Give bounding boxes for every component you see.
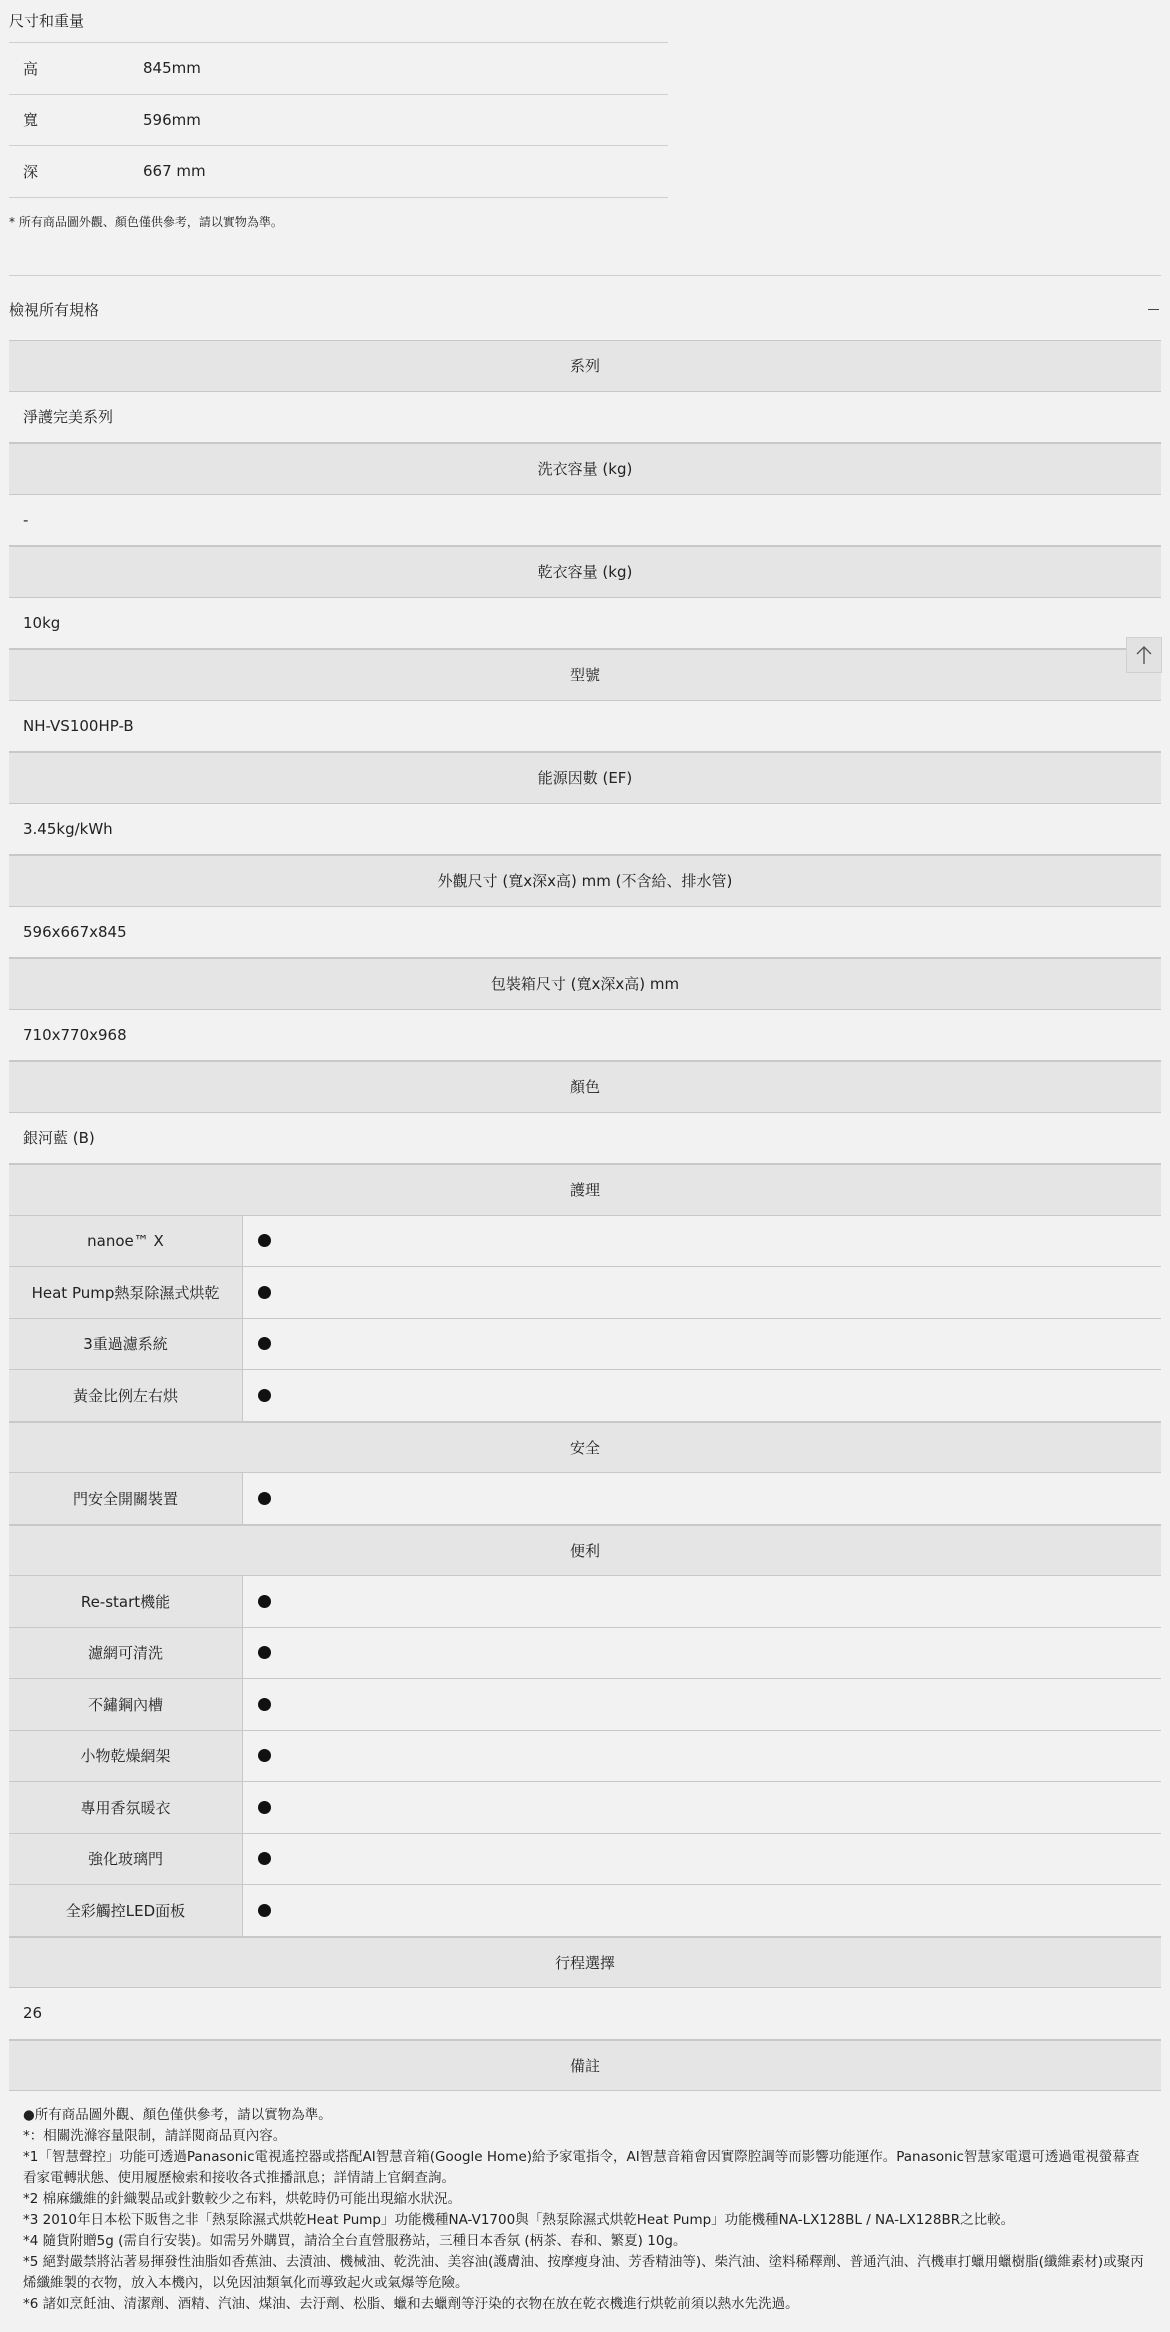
feature-row bbox=[9, 1679, 1161, 1731]
spec-header-label: 外觀尺寸 (寬x深x高) mm (不含給、排水管) bbox=[437, 872, 733, 891]
spec-value-model bbox=[9, 701, 1161, 753]
spec-header-label: 洗衣容量 (kg) bbox=[537, 460, 633, 479]
spec-header-programs bbox=[9, 1937, 1161, 1989]
view-all-specs-label: 檢視所有規格 bbox=[9, 300, 100, 319]
spec-value-box-size bbox=[9, 1010, 1161, 1062]
spec-header-series bbox=[9, 340, 1161, 392]
divider bbox=[9, 275, 1161, 276]
spec-value-dry-capacity bbox=[9, 598, 1161, 650]
feature-row bbox=[9, 1628, 1161, 1680]
spec-header-convenience bbox=[9, 1525, 1161, 1577]
spec-value-text: 10kg bbox=[23, 613, 61, 632]
spec-value-wash-capacity bbox=[9, 495, 1161, 547]
spec-header-energy-factor bbox=[9, 752, 1161, 804]
feature-label: 強化玻璃門 bbox=[9, 1834, 243, 1885]
spec-header-label: 能源因數 (EF) bbox=[537, 769, 633, 788]
spec-value-text: 3.45kg/kWh bbox=[23, 819, 113, 838]
spec-value-series bbox=[9, 392, 1161, 444]
feature-label: 專用香氛暖衣 bbox=[9, 1782, 243, 1833]
dimension-row-depth bbox=[9, 146, 668, 198]
feature-row bbox=[9, 1731, 1161, 1783]
spec-header-label: 系列 bbox=[569, 357, 600, 376]
feature-row bbox=[9, 1319, 1161, 1371]
remark-line: *6 諸如烹飪油、清潔劑、酒精、汽油、煤油、去汙劑、松脂、蠟和去蠟劑等汙染的衣物在放在乾衣機進行烘乾前須以熱水先洗過。 bbox=[23, 2296, 799, 2312]
feature-label: 小物乾燥網架 bbox=[9, 1731, 243, 1782]
feature-row bbox=[9, 1834, 1161, 1886]
dimension-value: 596mm bbox=[143, 110, 201, 129]
remark-line: *1「智慧聲控」功能可透過Panasonic電視遙控器或搭配AI智慧音箱(Google Home)給予家電指令，AI智慧音箱會因實際腔調等而影響功能運作。Panasonic智慧家電還可透過電視螢幕查看家電轉狀態、使用履歷檢索和接收各式推播訊息；詳情請上官網查詢。 bbox=[23, 2149, 1140, 2186]
dimensions-note: * 所有商品圖外觀、顏色僅供參考，請以實物為準。 bbox=[9, 215, 283, 229]
spec-header-label: 型號 bbox=[569, 666, 600, 685]
feature-check-dot-icon bbox=[258, 1801, 271, 1814]
feature-label: 全彩觸控LED面板 bbox=[9, 1885, 243, 1936]
spec-value-text: 596x667x845 bbox=[23, 922, 127, 941]
spec-table bbox=[9, 340, 1161, 2315]
spec-value-text: 淨護完美系列 bbox=[23, 408, 114, 427]
dimension-label: 高 bbox=[23, 59, 39, 78]
feature-check-dot-icon bbox=[258, 1749, 271, 1762]
spec-header-label: 行程選擇 bbox=[554, 1953, 615, 1972]
spec-value-energy-factor bbox=[9, 804, 1161, 856]
spec-header-label: 備註 bbox=[569, 2056, 600, 2075]
spec-value-color bbox=[9, 1113, 1161, 1165]
feature-check-dot-icon bbox=[258, 1904, 271, 1917]
feature-row bbox=[9, 1782, 1161, 1834]
feature-label: 黃金比例左右烘 bbox=[9, 1370, 243, 1421]
spec-header-exterior-size bbox=[9, 855, 1161, 907]
feature-label: 3重過濾系統 bbox=[9, 1319, 243, 1370]
remarks-notes bbox=[9, 2091, 1161, 2315]
dimension-row-height bbox=[9, 43, 668, 95]
spec-header-label: 顏色 bbox=[569, 1078, 600, 1097]
feature-check-dot-icon bbox=[258, 1698, 271, 1711]
spec-header-model bbox=[9, 649, 1161, 701]
remark-line: *3 2010年日本松下販售之非「熱泵除濕式烘乾Heat Pump」功能機種NA-V1700與「熱泵除濕式烘乾Heat Pump」功能機種NA-LX128BL / NA-LX128BR之比較。 bbox=[23, 2212, 1015, 2228]
spec-header-label: 包裝箱尺寸 (寬x深x高) mm bbox=[490, 975, 680, 994]
dimension-label: 深 bbox=[23, 162, 39, 181]
feature-check-dot-icon bbox=[258, 1286, 271, 1299]
feature-label: 濾網可清洗 bbox=[9, 1628, 243, 1679]
spec-value-text: 26 bbox=[23, 2004, 43, 2023]
remark-line: ●所有商品圖外觀、顏色僅供參考，請以實物為準。 bbox=[23, 2107, 332, 2123]
spec-value-exterior-size bbox=[9, 907, 1161, 959]
spec-header-label: 乾衣容量 (kg) bbox=[537, 563, 633, 582]
spec-value-text: - bbox=[23, 510, 29, 529]
spec-header-dry-capacity bbox=[9, 546, 1161, 598]
spec-header-label: 護理 bbox=[569, 1181, 600, 1200]
spec-header-remarks bbox=[9, 2040, 1161, 2092]
feature-check-dot-icon bbox=[258, 1389, 271, 1402]
remark-line: *4 隨貨附贈5g (需自行安裝)。如需另外購買，請洽全台直營服務站，三種日本香氛 (柄茶、春和、繁夏) 10g。 bbox=[23, 2233, 687, 2249]
collapse-minus-icon[interactable] bbox=[1148, 309, 1159, 310]
feature-label: Heat Pump熱泵除濕式烘乾 bbox=[9, 1267, 243, 1318]
remark-line: *：相關洗滌容量限制，請詳閱商品頁內容。 bbox=[23, 2128, 287, 2144]
feature-label: 門安全開關裝置 bbox=[9, 1473, 243, 1524]
feature-check-dot-icon bbox=[258, 1852, 271, 1865]
spec-header-wash-capacity bbox=[9, 443, 1161, 495]
dimension-value: 667 mm bbox=[143, 162, 206, 181]
spec-header-safety bbox=[9, 1422, 1161, 1474]
remark-line: *5 絕對嚴禁將沾著易揮發性油脂如香蕉油、去漬油、機械油、乾洗油、美容油(護膚油、按摩瘦身油、芳香精油等)、柴汽油、塗料稀釋劑、普通汽油、汽機車打蠟用蠟樹脂(纖維素材)或聚丙烯纖維製的衣物，放入本機內，以免因油類氧化而導致起火或氣爆等危險。 bbox=[23, 2254, 1144, 2291]
feature-check-dot-icon bbox=[258, 1646, 271, 1659]
spec-value-text: 銀河藍 (B) bbox=[23, 1129, 95, 1148]
dimension-label: 寬 bbox=[23, 111, 39, 130]
feature-check-dot-icon bbox=[258, 1595, 271, 1608]
feature-label: Re-start機能 bbox=[9, 1576, 243, 1627]
spec-header-box-size bbox=[9, 958, 1161, 1010]
feature-check-dot-icon bbox=[258, 1492, 271, 1505]
spec-header-color bbox=[9, 1061, 1161, 1113]
feature-row bbox=[9, 1885, 1161, 1937]
spec-value-programs bbox=[9, 1988, 1161, 2040]
feature-check-dot-icon bbox=[258, 1337, 271, 1350]
feature-row bbox=[9, 1370, 1161, 1422]
dimensions-title: 尺寸和重量 bbox=[9, 12, 85, 30]
scroll-to-top-button[interactable] bbox=[1126, 637, 1162, 673]
spec-header-label: 安全 bbox=[569, 1438, 600, 1457]
feature-row bbox=[9, 1473, 1161, 1525]
feature-row bbox=[9, 1216, 1161, 1268]
dimension-value: 845mm bbox=[143, 59, 201, 78]
feature-label: nanoe™ X bbox=[9, 1216, 243, 1267]
arrow-up-icon bbox=[1135, 645, 1153, 665]
view-all-specs-toggle[interactable] bbox=[9, 296, 1161, 322]
spec-header-care bbox=[9, 1164, 1161, 1216]
dimension-row-width bbox=[9, 95, 668, 147]
feature-check-dot-icon bbox=[258, 1234, 271, 1247]
remark-line: *2 棉麻纖維的針織製品或針數較少之布料，烘乾時仍可能出現縮水狀況。 bbox=[23, 2191, 462, 2207]
feature-row bbox=[9, 1267, 1161, 1319]
dimensions-table bbox=[9, 42, 668, 198]
feature-label: 不鏽鋼內槽 bbox=[9, 1679, 243, 1730]
feature-row bbox=[9, 1576, 1161, 1628]
spec-value-text: 710x770x968 bbox=[23, 1025, 127, 1044]
spec-header-label: 便利 bbox=[569, 1541, 600, 1560]
spec-value-text: NH-VS100HP-B bbox=[23, 716, 134, 735]
